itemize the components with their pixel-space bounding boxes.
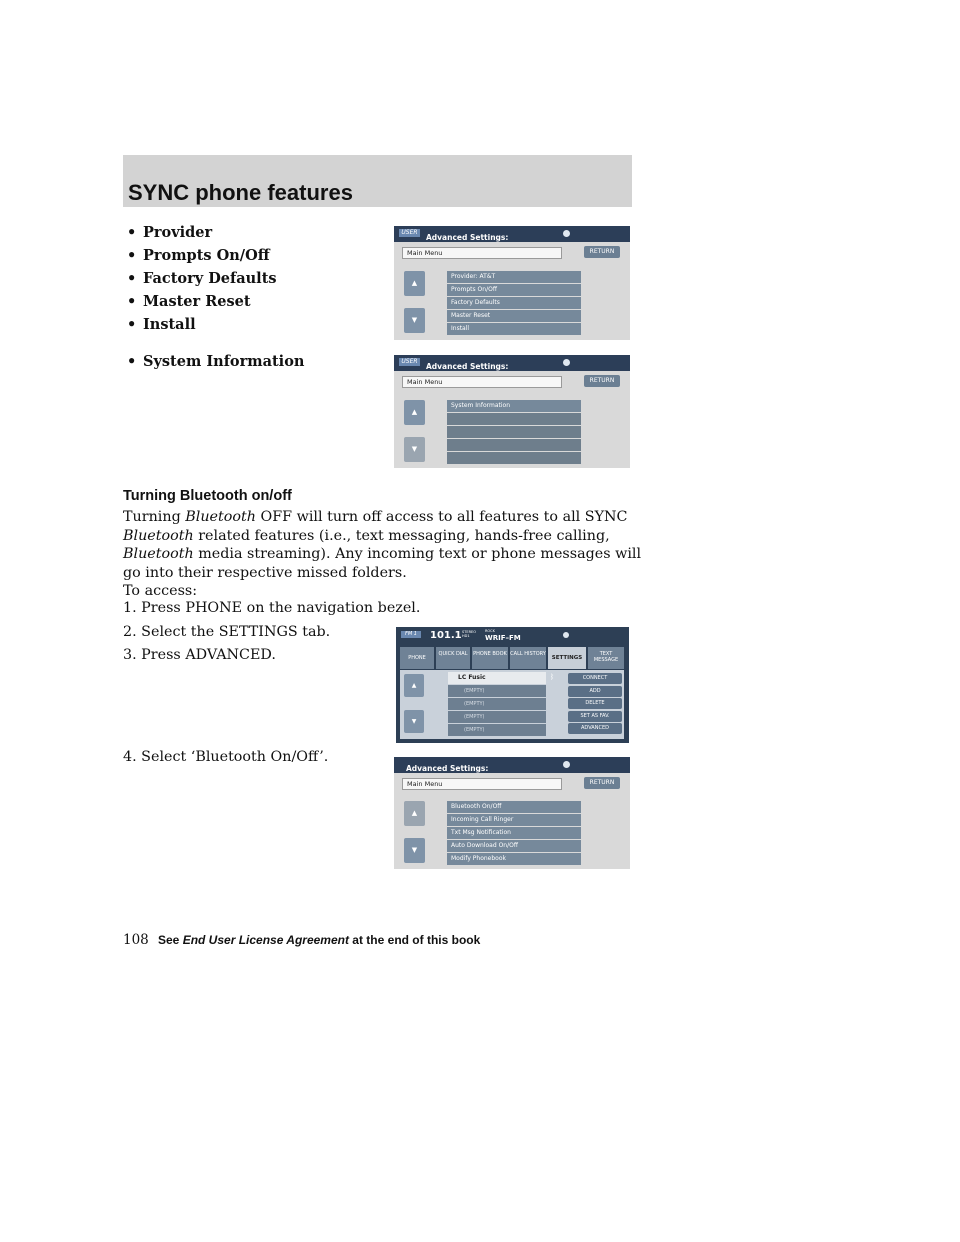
advanced-button[interactable]: ADVANCED (568, 723, 622, 734)
device-row[interactable]: (EMPTY) (448, 698, 546, 710)
paragraph-line: Bluetooth media streaming). Any incoming text or phone messages will (123, 546, 642, 562)
sun-icon (563, 761, 570, 768)
user-badge: USER (399, 229, 420, 237)
step-4: 4. Select ‘Bluetooth On/Off’. (123, 749, 329, 765)
scroll-up-button[interactable]: ▲ (404, 271, 425, 296)
menu-item-empty (447, 439, 581, 451)
device-row[interactable]: (EMPTY) (448, 711, 546, 723)
scroll-down-button[interactable]: ▼ (404, 710, 424, 733)
tab-call-history[interactable]: CALL HISTORY (510, 647, 546, 669)
step-2: 2. Select the SETTINGS tab. (123, 624, 331, 640)
main-menu-field[interactable]: Main Menu (402, 778, 562, 790)
radio-frequency: 101.1 (430, 630, 462, 641)
tab-text-message[interactable]: TEXT MESSAGE (588, 647, 624, 669)
set-as-fav-button[interactable]: SET AS FAV. (568, 711, 622, 722)
menu-item-bluetooth-on-off[interactable]: Bluetooth On/Off (447, 801, 581, 813)
tab-settings[interactable]: SETTINGS (548, 647, 586, 669)
fm-badge: FM 1 (401, 631, 421, 638)
menu-item-empty (447, 426, 581, 438)
tab-phone[interactable]: PHONE (400, 647, 434, 669)
paragraph-line: go into their respective missed folders. (123, 564, 407, 581)
menu-item-empty (447, 452, 581, 464)
scroll-up-button[interactable]: ▲ (404, 400, 425, 425)
menu-item-factory-defaults[interactable]: Factory Defaults (447, 297, 581, 309)
settings-content (400, 670, 624, 739)
main-menu-field[interactable]: Main Menu (402, 247, 562, 259)
tab-phone-book[interactable]: PHONE BOOK (472, 647, 508, 669)
menu-item-auto-download[interactable]: Auto Download On/Off (447, 840, 581, 852)
menu-item-provider[interactable]: Provider: AT&T (447, 271, 581, 283)
step-3: 3. Press ADVANCED. (123, 647, 276, 663)
delete-button[interactable]: DELETE (568, 698, 622, 709)
menu-item-modify-phonebook[interactable]: Modify Phonebook (447, 853, 581, 865)
page-title: SYNC phone features (128, 180, 353, 205)
tab-quick-dial[interactable]: QUICK DIAL (436, 647, 470, 669)
device-row[interactable]: LC Fusic (448, 672, 546, 684)
menu-item-system-information[interactable]: System Information (447, 400, 581, 412)
page-number: 108 (123, 932, 149, 948)
genre-label: ROCK (485, 629, 495, 633)
scroll-down-button[interactable]: ▼ (404, 838, 425, 863)
menu-item-prompts[interactable]: Prompts On/Off (447, 284, 581, 296)
scroll-down-button[interactable]: ▼ (404, 437, 425, 462)
sun-icon (563, 359, 570, 366)
list-item: • Provider (127, 224, 213, 241)
main-menu-field[interactable]: Main Menu (402, 376, 562, 388)
section-paragraph (123, 508, 643, 601)
paragraph-line: Turning Bluetooth OFF will turn off access to all features to all SYNC (123, 509, 628, 525)
user-badge: USER (399, 358, 420, 366)
return-button[interactable]: RETURN (584, 777, 620, 789)
scroll-down-button[interactable]: ▼ (404, 308, 425, 333)
feature-list-2 (127, 350, 304, 373)
add-button[interactable]: ADD (568, 686, 622, 697)
device-row[interactable]: (EMPTY) (448, 724, 546, 736)
screen-title: Advanced Settings: (426, 362, 509, 371)
footer-note: See End User License Agreement at the end of this book (158, 933, 481, 947)
list-item: • Install (127, 316, 196, 333)
list-item: • Factory Defaults (127, 270, 277, 287)
menu-item-empty (447, 413, 581, 425)
return-button[interactable]: RETURN (584, 246, 620, 258)
device-row[interactable]: (EMPTY) (448, 685, 546, 697)
bluetooth-icon: ᛒ (550, 673, 555, 681)
advanced-settings-screen-1 (394, 226, 630, 340)
paragraph-line: Bluetooth related features (i.e., text messaging, hands-free calling, (123, 527, 610, 544)
list-item: • Prompts On/Off (127, 247, 270, 264)
sun-icon (563, 230, 570, 237)
phone-settings-screen (396, 627, 629, 743)
menu-item-master-reset[interactable]: Master Reset (447, 310, 581, 322)
station-name: WRIF–FM (485, 634, 521, 642)
menu-item-install[interactable]: Install (447, 323, 581, 335)
stereo-indicator: STEREO HD1 (462, 630, 476, 638)
scroll-up-button[interactable]: ▲ (404, 674, 424, 697)
step-1: 1. Press PHONE on the navigation bezel. (123, 600, 421, 616)
phone-tabs (400, 647, 624, 669)
advanced-settings-screen-2 (394, 355, 630, 468)
screen-title: Advanced Settings: (406, 764, 489, 773)
list-item: • System Information (127, 353, 305, 370)
paragraph-line: To access: (123, 583, 198, 599)
section-heading: Turning Bluetooth on/off (123, 488, 292, 504)
advanced-settings-screen-3 (394, 757, 630, 869)
menu-item-incoming-call-ringer[interactable]: Incoming Call Ringer (447, 814, 581, 826)
feature-list (127, 221, 277, 336)
connect-button[interactable]: CONNECT (568, 673, 622, 684)
scroll-up-button[interactable]: ▲ (404, 801, 425, 826)
list-item: • Master Reset (127, 293, 251, 310)
menu-item-txt-msg-notification[interactable]: Txt Msg Notification (447, 827, 581, 839)
screen-title: Advanced Settings: (426, 233, 509, 242)
return-button[interactable]: RETURN (584, 375, 620, 387)
sun-icon (563, 632, 569, 638)
